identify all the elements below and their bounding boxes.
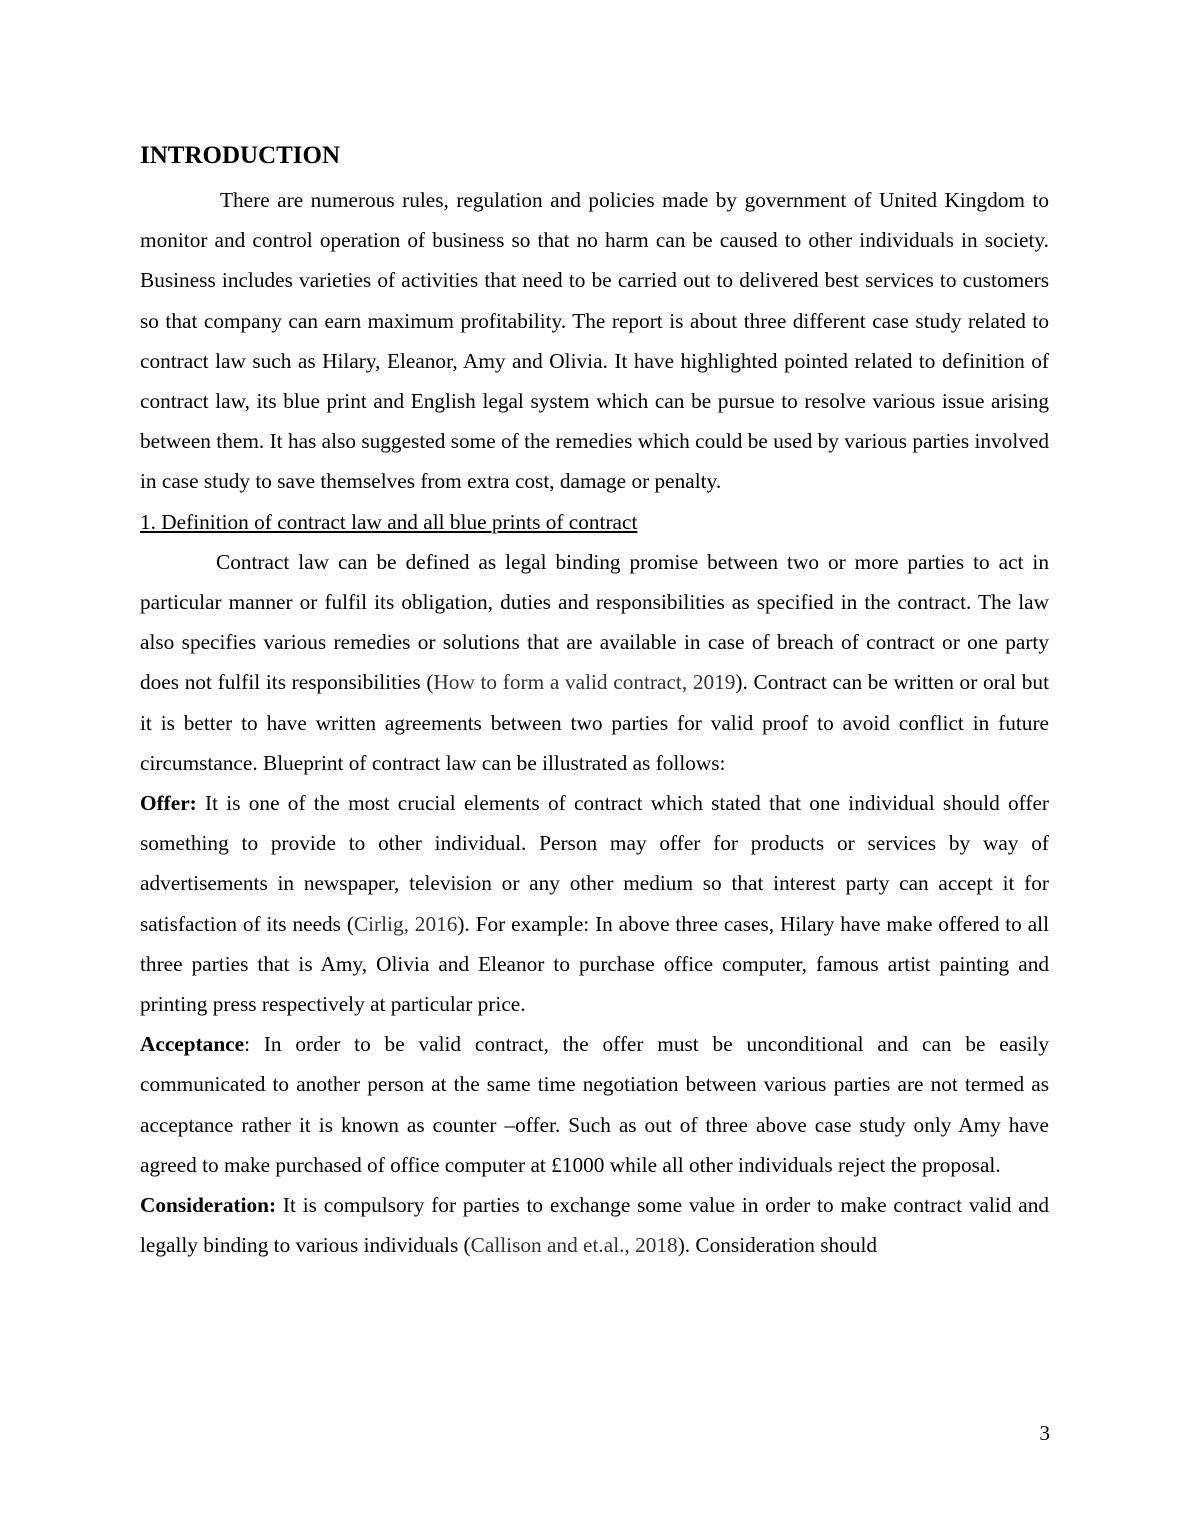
contract-law-text: Contract law can be defined as legal binding promise between two or more parties to act in particular manner or fulfil its obligation, duties and responsibilities as specified in the contract. The law also specifies various remedies or solutions that are available in case of breach of contract or one party does not fulfil its responsibilities ( bbox=[140, 549, 1049, 695]
citation-valid-contract: How to form a valid contract, 2019 bbox=[433, 670, 736, 695]
consideration-term: Consideration: bbox=[140, 1193, 277, 1218]
consideration-text: It is compulsory for parties to exchange some value in order to make contract valid and legally binding to various individuals ( bbox=[140, 1193, 1049, 1258]
acceptance-term: Acceptance bbox=[140, 1032, 245, 1057]
consideration-paragraph bbox=[140, 1185, 1049, 1265]
offer-term: Offer: bbox=[140, 791, 197, 816]
document-page bbox=[140, 138, 1049, 1265]
citation-cirlig: Cirlig, 2016 bbox=[353, 911, 458, 936]
offer-text: It is one of the most crucial elements of contract which stated that one individual should offer something to provide to other individual. Person may offer for products or services by way of advertisements in newspaper, television or any other medium so that interest party can accept it for satisfaction of its needs ( bbox=[140, 791, 1049, 936]
section-1-title: 1. Definition of contract law and all blue prints of contract bbox=[140, 509, 638, 534]
offer-text-end: ). For example: In above three cases, Hilary have make offered to all three parties that is Amy, Olivia and Eleanor to purchase office computer, famous artist painting and printing press respectively at particular price. bbox=[140, 911, 1049, 1017]
offer-paragraph bbox=[140, 783, 1049, 1024]
intro-paragraph: There are numerous rules, regulation and policies made by government of United Kingdom to monitor and control operation of business so that no harm can be caused to other individuals in society. Business includes varieties of activities that need to be carried out to delivered best services to customers so that company can earn maximum profitability. The report is about three different case study related to contract law such as Hilary, Eleanor, Amy and Olivia. It have highlighted pointed related to definition of contract law, its blue print and English legal system which can be pursue to resolve various issue arising between them. It has also suggested some of the remedies which could be used by various parties involved in case study to save themselves from extra cost, damage or penalty. bbox=[140, 188, 1049, 494]
introduction-heading: INTRODUCTION bbox=[140, 142, 341, 169]
acceptance-text: : In order to be valid contract, the offer must be unconditional and can be easily communicated to another person at the same time negotiation between various parties are not termed as acceptance rather it is known as counter –offer. Such as out of three above case study only Amy have agreed to make purchased of office computer at £1000 while all other individuals reject the proposal. bbox=[140, 1032, 1049, 1177]
page-number: 3 bbox=[1039, 1421, 1050, 1445]
consideration-text-end: ). Consideration should bbox=[677, 1233, 878, 1258]
contract-law-definition-paragraph bbox=[140, 542, 1049, 783]
contract-law-text-end: ). Contract can be written or oral but it is better to have written agreements between two parties for valid proof to avoid conflict in future circumstance. Blueprint of contract law can be illustrated as follows: bbox=[140, 670, 1049, 775]
citation-callison: Callison and et.al., 2018 bbox=[470, 1233, 678, 1258]
acceptance-paragraph bbox=[140, 1024, 1049, 1185]
